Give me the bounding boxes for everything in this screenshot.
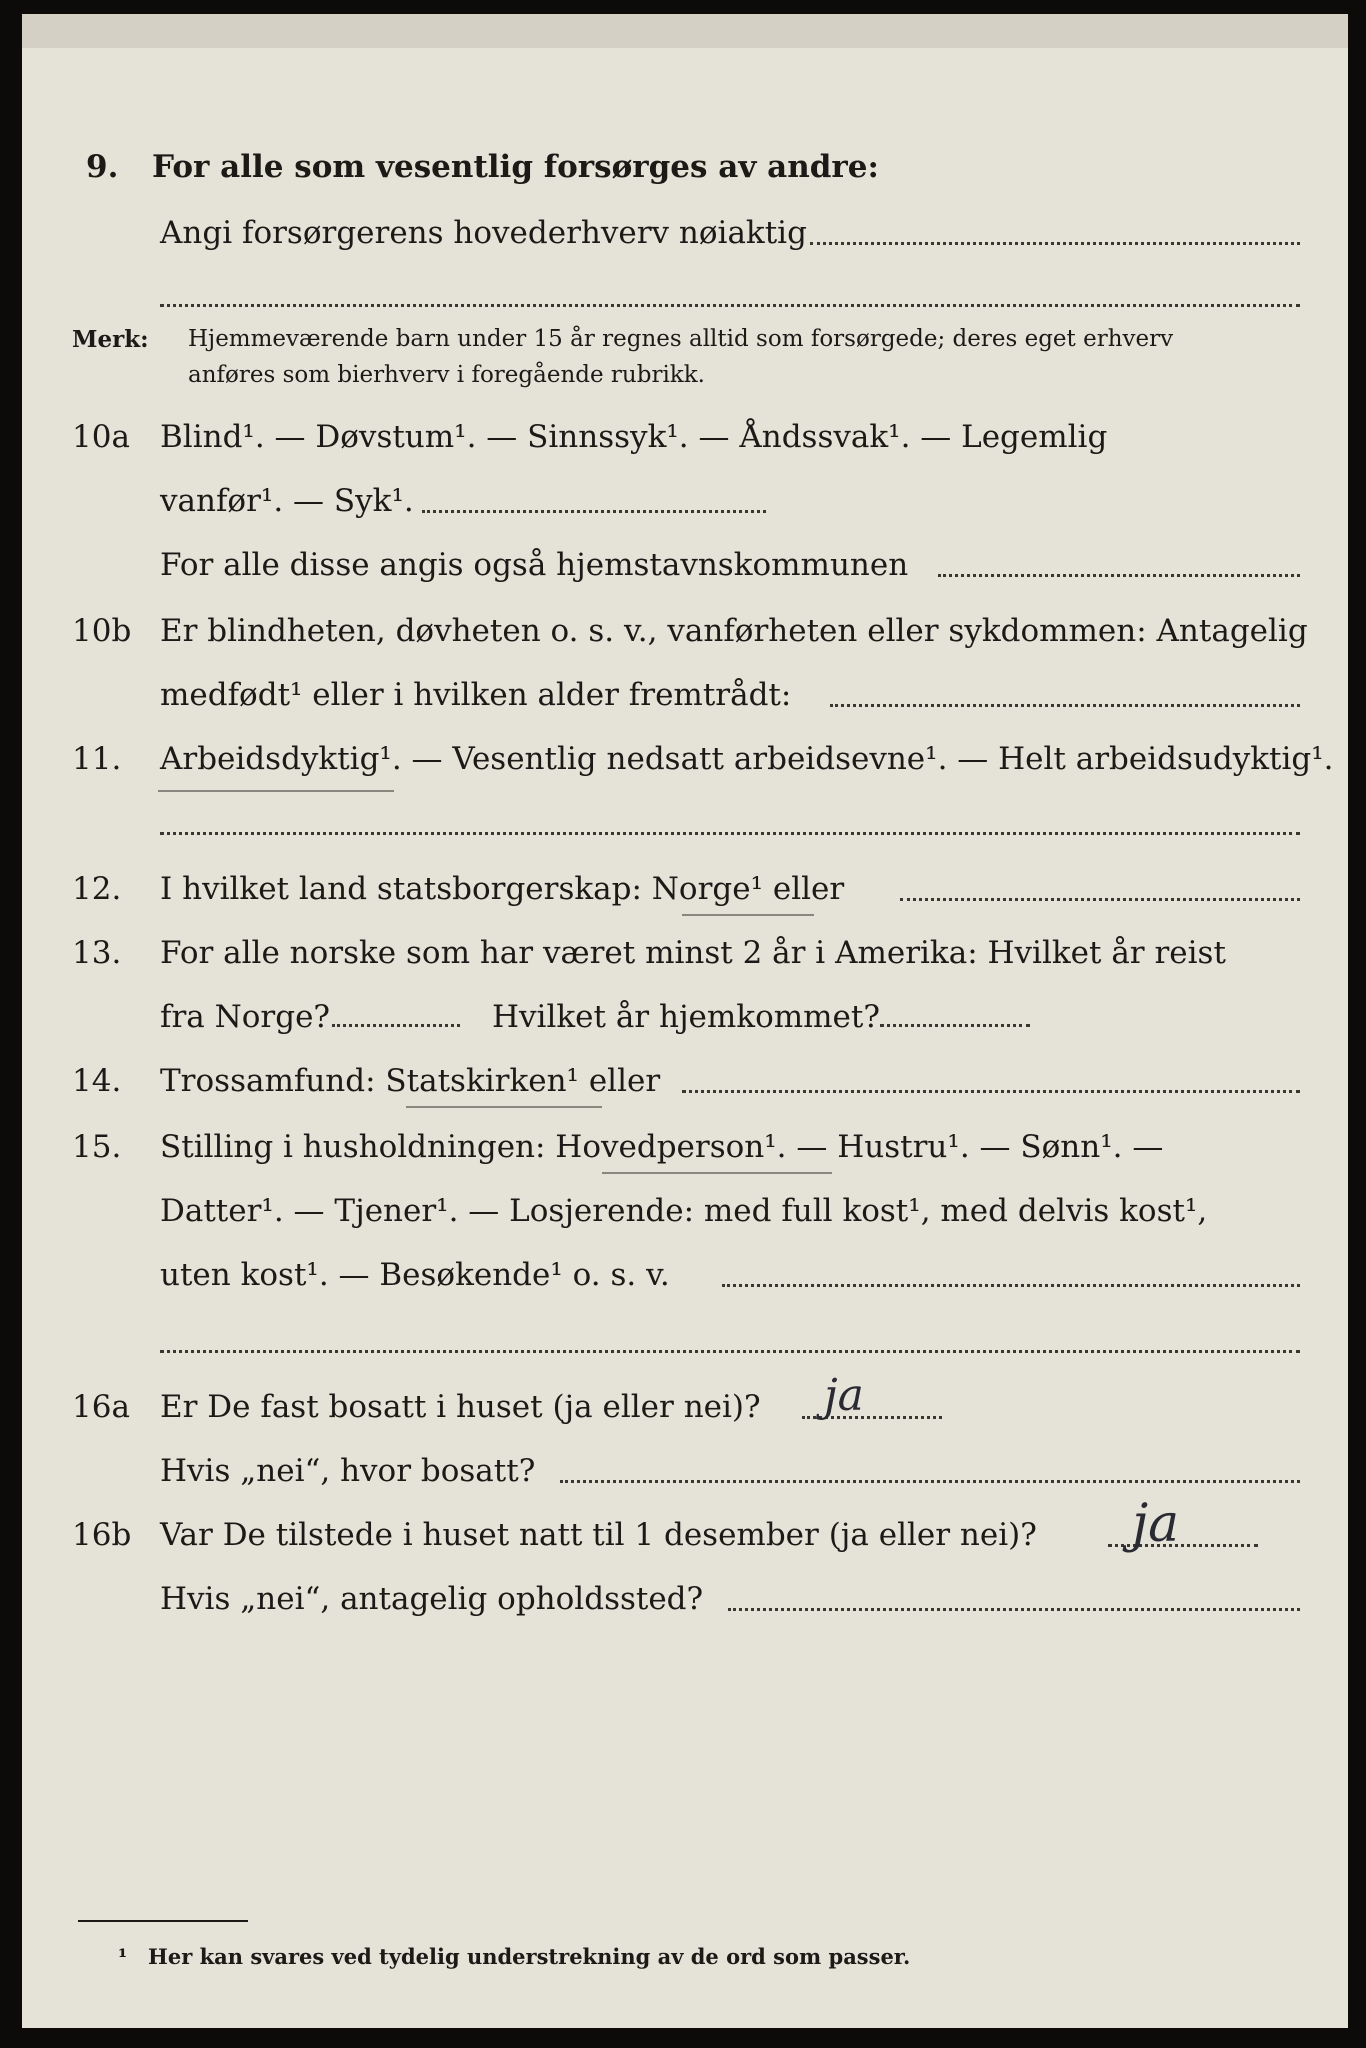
item-16a-answer-field[interactable] — [802, 1416, 942, 1419]
item-16b-handwritten-answer: ja — [1132, 1494, 1180, 1554]
scan-top-edge — [22, 14, 1348, 48]
item-9-question: Angi forsørgerens hovederhverv nøiaktig — [160, 215, 807, 251]
item-12-line-1: I hvilket land statsborgerskap: Norge¹ eller — [160, 871, 845, 907]
item-10b-number: 10b — [72, 613, 132, 649]
note-label: Merk: — [72, 326, 149, 353]
item-13-number: 13. — [72, 935, 122, 971]
item-11-answer-field[interactable] — [160, 832, 1300, 835]
item-16b-whereabouts-field[interactable] — [728, 1608, 1300, 1611]
item-10a-number: 10a — [72, 419, 130, 455]
item-15-underline-mark — [602, 1172, 832, 1174]
item-9-title: For alle som vesentlig forsørges av andre: — [152, 149, 879, 185]
item-16b-line-1: Var De tilstede i huset natt til 1 desember (ja eller nei)? — [160, 1517, 1037, 1553]
item-15-answer-field-2[interactable] — [160, 1350, 1300, 1353]
item-11-underline-mark — [158, 790, 394, 792]
item-10b-line-2: medfødt¹ eller i hvilken alder fremtrådt: — [160, 677, 792, 713]
item-13-departure-field[interactable] — [332, 1024, 460, 1027]
item-15-line-2: Datter¹. — Tjener¹. — Losjerende: med full kost¹, med delvis kost¹, — [160, 1193, 1208, 1229]
item-14-number: 14. — [72, 1063, 122, 1099]
item-16b-number: 16b — [72, 1517, 132, 1553]
item-9-answer-field[interactable] — [810, 242, 1300, 245]
item-15-answer-field[interactable] — [722, 1284, 1300, 1287]
item-15-number: 15. — [72, 1129, 122, 1165]
item-9-number: 9. — [86, 149, 119, 185]
item-16a-line-2: Hvis „nei“, hvor bosatt? — [160, 1453, 536, 1489]
item-13-line-2a: fra Norge? — [160, 999, 331, 1035]
item-14-line-1: Trossamfund: Statskirken¹ eller — [160, 1063, 661, 1099]
item-12-number: 12. — [72, 871, 122, 907]
footnote-text: Her kan svares ved tydelig understrekning av de ord som passer. — [148, 1944, 911, 1969]
item-15-line-3: uten kost¹. — Besøkende¹ o. s. v. — [160, 1257, 670, 1293]
footnote-rule — [78, 1920, 248, 1922]
item-10a-line-1: Blind¹. — Døvstum¹. — Sinnssyk¹. — Åndssvak¹. — Legemlig — [160, 419, 1108, 455]
item-14-underline-mark — [406, 1106, 602, 1108]
item-10b-answer-field[interactable] — [830, 704, 1300, 707]
item-10b-line-1: Er blindheten, døvheten o. s. v., vanførheten eller sykdommen: Antagelig — [160, 613, 1308, 649]
item-12-underline-mark — [682, 914, 814, 916]
item-13-return-field[interactable] — [880, 1024, 1030, 1027]
item-9-answer-field-2[interactable] — [160, 304, 1300, 307]
item-11-line-1: Arbeidsdyktig¹. — Vesentlig nedsatt arbeidsevne¹. — Helt arbeidsudyktig¹. — [160, 741, 1334, 777]
item-16a-number: 16a — [72, 1389, 130, 1425]
item-16a-handwritten-answer: ja — [824, 1370, 864, 1421]
item-13-line-2b: Hvilket år hjemkommet? — [492, 999, 880, 1035]
item-14-answer-field[interactable] — [682, 1090, 1300, 1093]
census-form-page — [22, 14, 1348, 2028]
note-line-2: anføres som bierhverv i foregående rubrikk. — [188, 362, 705, 388]
item-16b-answer-field[interactable] — [1108, 1544, 1258, 1547]
item-16a-line-1: Er De fast bosatt i huset (ja eller nei)? — [160, 1389, 761, 1425]
item-10a-answer-field[interactable] — [422, 510, 766, 513]
item-10a-hometown-field[interactable] — [938, 574, 1300, 577]
item-15-line-1: Stilling i husholdningen: Hovedperson¹. — Hustru¹. — Sønn¹. — — [160, 1129, 1164, 1165]
item-16a-residence-field[interactable] — [560, 1480, 1300, 1483]
item-16b-line-2: Hvis „nei“, antagelig opholdssted? — [160, 1581, 704, 1617]
item-11-number: 11. — [72, 741, 122, 777]
item-10a-line-3: For alle disse angis også hjemstavnskommunen — [160, 547, 909, 583]
item-10a-line-2: vanfør¹. — Syk¹. — [160, 483, 414, 519]
item-12-answer-field[interactable] — [900, 898, 1300, 901]
footnote-marker: ¹ — [118, 1944, 128, 1969]
item-13-line-1: For alle norske som har været minst 2 år i Amerika: Hvilket år reist — [160, 935, 1226, 971]
note-line-1: Hjemmeværende barn under 15 år regnes alltid som forsørgede; deres eget erhverv — [188, 326, 1174, 352]
